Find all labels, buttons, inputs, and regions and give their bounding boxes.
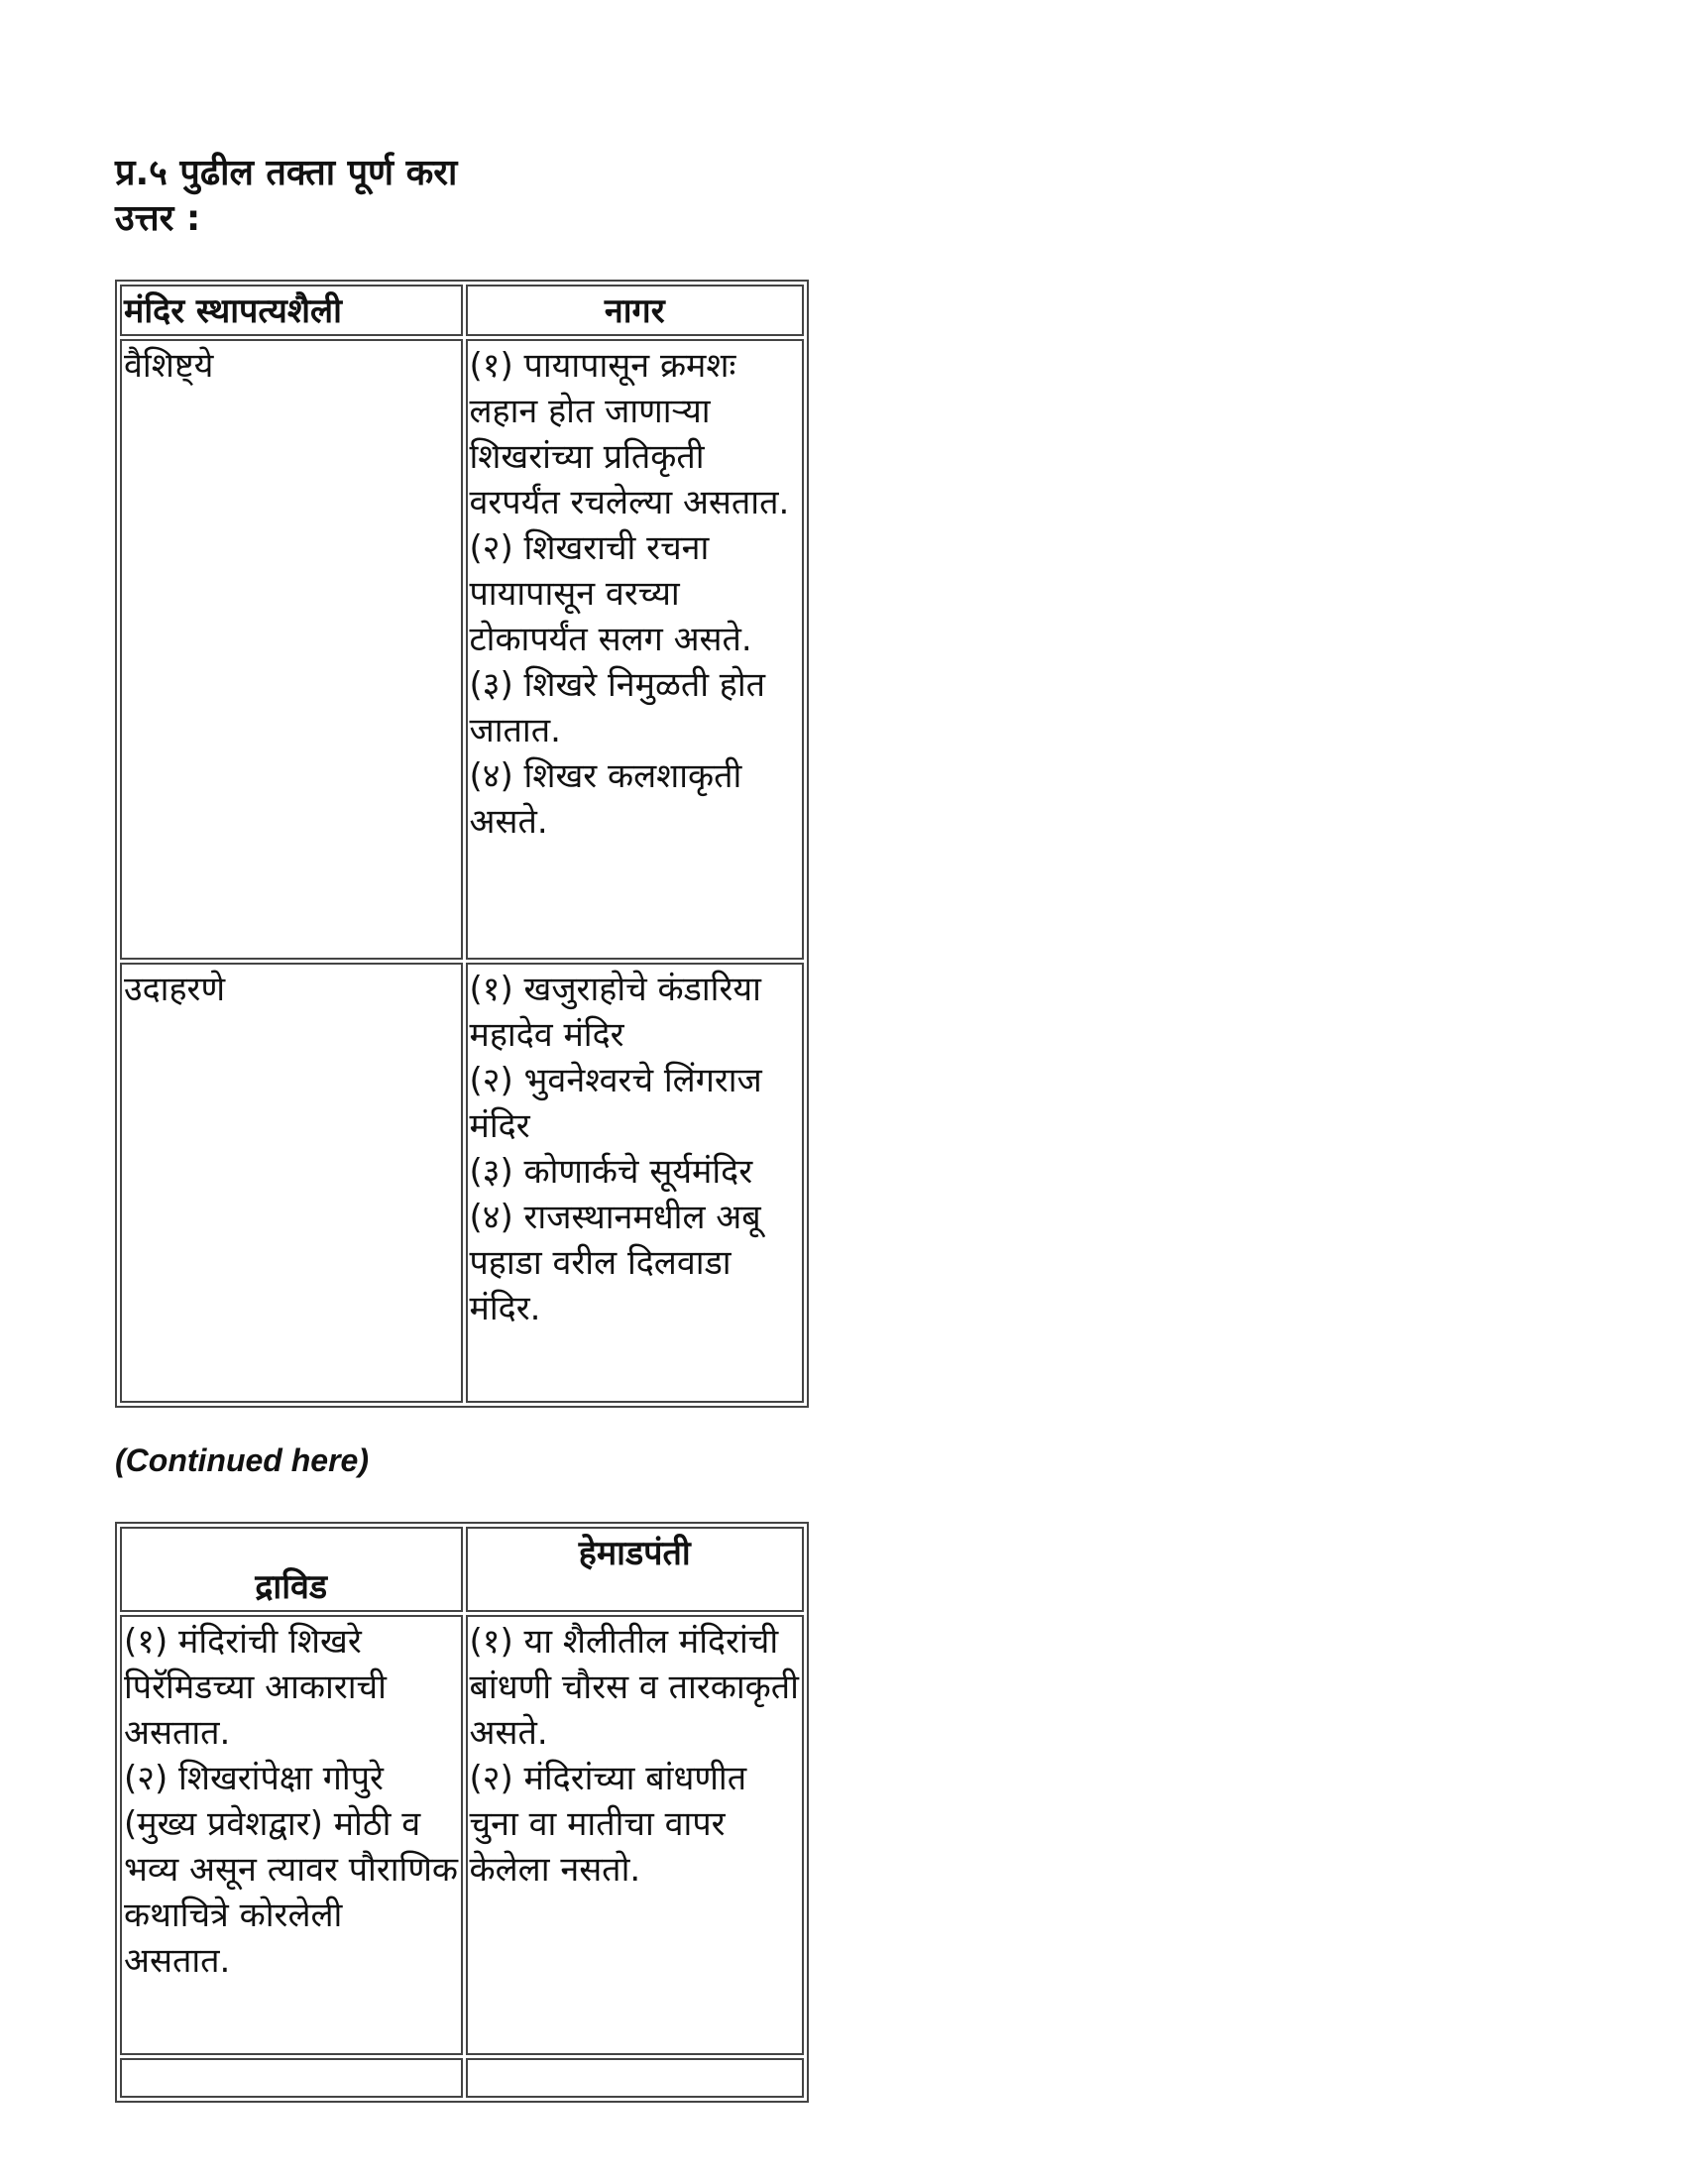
nagar-examples-cell: [466, 963, 805, 1403]
nagar-feature-3: (३) शिखरे निमुळती होत जातात.: [469, 665, 766, 750]
table-row-examples: [120, 963, 804, 1403]
question-heading: [115, 151, 457, 242]
empty-cell: [120, 2058, 463, 2098]
header-cell-style: मंदिर स्थापत्यशैली: [120, 285, 463, 336]
nagar-feature-2: (२) शिखराची रचना पायापासून वरच्या टोकापर्यंत सलग असते.: [469, 528, 752, 659]
header-cell-hemadpanti: हेमाडपंती: [466, 1527, 805, 1612]
hemadpanti-feature-2: (२) मंदिरांच्या बांधणीत चुना वा मातीचा वापर केलेला नसतो.: [469, 1759, 747, 1890]
nagar-example-1: (१) खजुराहोचे कंडारिया महादेव मंदिर: [469, 970, 761, 1055]
table-row-empty: [120, 2058, 804, 2098]
row-label-features: वैशिष्ट्ये: [120, 339, 463, 960]
nagar-example-2: (२) भुवनेश्वरचे लिंगराज मंदिर: [469, 1061, 762, 1146]
table-row-header: [120, 1527, 804, 1612]
nagar-features-cell: [466, 339, 805, 960]
dravid-feature-2: (२) शिखरांपेक्षा गोपुरे (मुख्य प्रवेशद्वार) मोठी व भव्य असून त्यावर पौराणिक कथाचित्रे कोरलेली असतात.: [124, 1759, 459, 1981]
dravid-features-cell: [120, 1615, 463, 2055]
temple-style-table-dravid-hemadpanti: [115, 1522, 809, 2103]
hemadpanti-features-cell: [466, 1615, 805, 2055]
row-label-examples: उदाहरणे: [120, 963, 463, 1403]
nagar-feature-1: (१) पायापासून क्रमशः लहान होत जाणाऱ्या शिखरांच्या प्रतिकृती वरपर्यंत रचलेल्या असतात.: [469, 346, 790, 522]
hemadpanti-feature-1: (१) या शैलीतील मंदिरांची बांधणी चौरस व तारकाकृती असते.: [469, 1622, 799, 1753]
table-row-features: [120, 339, 804, 960]
empty-cell: [466, 2058, 805, 2098]
table-row-features: [120, 1615, 804, 2055]
dravid-feature-1: (१) मंदिरांची शिखरे पिरॅमिडच्या आकाराची असतात.: [124, 1622, 387, 1753]
header-cell-dravid: द्राविड: [120, 1527, 463, 1612]
header-cell-nagar: नागर: [466, 285, 805, 336]
answer-label: उत्तर :: [115, 198, 201, 239]
nagar-example-3: (३) कोणार्कचे सूर्यमंदिर: [469, 1152, 753, 1192]
nagar-example-4: (४) राजस्थानमधील अबू पहाडा वरील दिलवाडा मंदिर.: [469, 1198, 761, 1328]
continued-label: (Continued here): [115, 1442, 369, 1478]
question-title: प्र.५ पुढील तक्ता पूर्ण करा: [115, 153, 458, 193]
table-row-header: [120, 285, 804, 336]
temple-style-table-nagar: [115, 280, 809, 1408]
nagar-feature-4: (४) शिखर कलशाकृती असते.: [469, 756, 742, 842]
